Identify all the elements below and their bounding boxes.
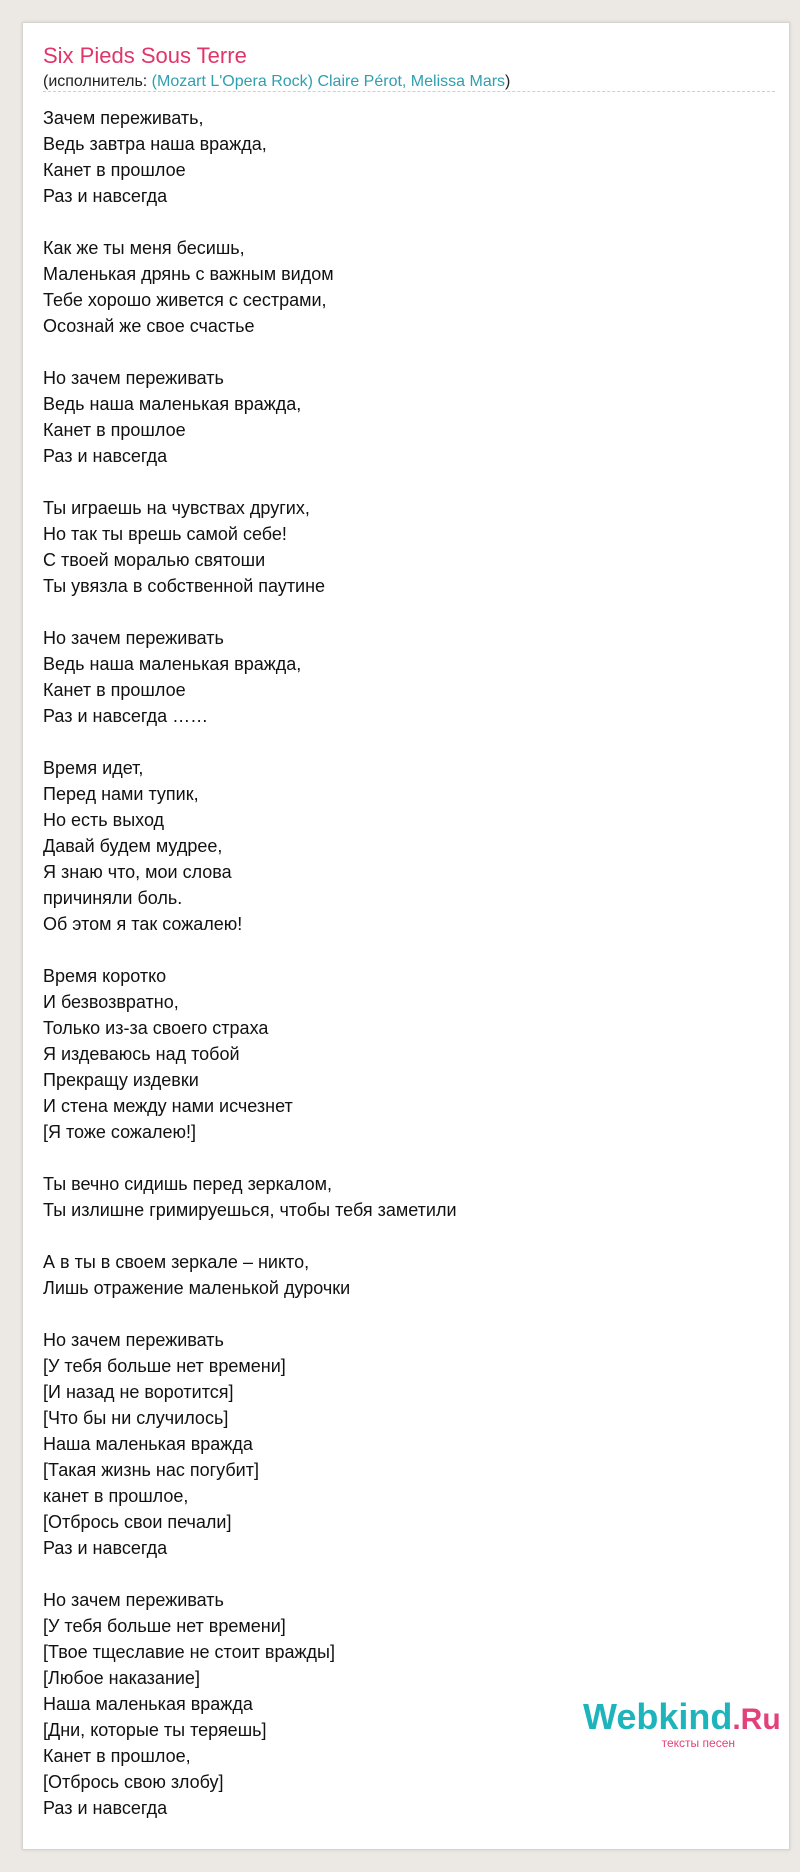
- logo-tagline: тексты песен: [661, 1736, 735, 1750]
- lyric-line: [Такая жизнь нас погубит]: [43, 1460, 259, 1480]
- lyric-line: Ведь наша маленькая вражда,: [43, 654, 302, 674]
- stanza: [43, 1171, 763, 1223]
- lyric-line: Наша маленькая вражда: [43, 1694, 253, 1714]
- lyric-line: [Дни, которые ты теряешь]: [43, 1720, 267, 1740]
- stanza: [43, 235, 763, 339]
- lyric-line: Но есть выход: [43, 810, 165, 830]
- song-title: Six Pieds Sous Terre: [43, 43, 247, 68]
- lyric-line: Канет в прошлое: [43, 420, 186, 440]
- lyric-line: Время идет,: [43, 758, 144, 778]
- lyric-line: Но зачем переживать: [43, 1590, 224, 1610]
- lyric-line: И безвозвратно,: [43, 992, 179, 1012]
- lyric-line: Лишь отражение маленькой дурочки: [43, 1278, 351, 1298]
- byline: [43, 73, 510, 91]
- divider: [43, 91, 775, 92]
- lyric-line: Но зачем переживать: [43, 368, 224, 388]
- lyric-line: Ведь завтра наша вражда,: [43, 134, 267, 154]
- lyrics-card: [22, 22, 790, 1850]
- lyrics-body: [43, 105, 763, 1847]
- logo-brand: Webkind: [583, 1696, 733, 1737]
- lyric-line: [У тебя больше нет времени]: [43, 1356, 286, 1376]
- lyric-line: А в ты в своем зеркале – никто,: [43, 1252, 310, 1272]
- lyric-line: Осознай же свое счастье: [43, 316, 255, 336]
- lyric-line: [Твое тщеславие не стоит вражды]: [43, 1642, 335, 1662]
- lyric-line: Ты вечно сидишь перед зеркалом,: [43, 1174, 333, 1194]
- lyric-line: Ты играешь на чувствах других,: [43, 498, 310, 518]
- lyric-line: [Любое наказание]: [43, 1668, 200, 1688]
- lyric-line: Зачем переживать,: [43, 108, 204, 128]
- lyric-line: Прекращу издевки: [43, 1070, 199, 1090]
- lyric-line: [Что бы ни случилось]: [43, 1408, 229, 1428]
- lyric-line: Маленькая дрянь с важным видом: [43, 264, 334, 284]
- lyric-line: [Я тоже сожалею!]: [43, 1122, 196, 1142]
- lyric-line: Я издеваюсь над тобой: [43, 1044, 240, 1064]
- lyric-line: Раз и навсегда ……: [43, 706, 209, 726]
- stanza: [43, 105, 763, 209]
- lyric-line: [И назад не воротится]: [43, 1382, 234, 1402]
- lyric-line: Раз и навсегда: [43, 1538, 168, 1558]
- lyric-line: Время коротко: [43, 966, 167, 986]
- lyric-line: причиняли боль.: [43, 888, 183, 908]
- lyric-line: [Отбрось свою злобу]: [43, 1772, 224, 1792]
- stanza: [43, 625, 763, 729]
- lyric-line: Ты увязла в собственной паутине: [43, 576, 326, 596]
- stanza: [43, 1327, 763, 1561]
- lyric-line: Как же ты меня бесишь,: [43, 238, 245, 258]
- lyric-line: канет в прошлое,: [43, 1486, 189, 1506]
- byline-prefix: (исполнитель:: [43, 73, 152, 90]
- lyric-line: Раз и навсегда: [43, 186, 168, 206]
- lyric-line: Я знаю что, мои слова: [43, 862, 232, 882]
- lyric-line: Но зачем переживать: [43, 628, 224, 648]
- lyric-line: Канет в прошлое: [43, 680, 186, 700]
- stanza: [43, 963, 763, 1145]
- lyric-line: [Отбрось свои печали]: [43, 1512, 232, 1532]
- lyric-line: Канет в прошлое,: [43, 1746, 191, 1766]
- stanza: [43, 365, 763, 469]
- stanza: [43, 755, 763, 937]
- lyric-line: Давай будем мудрее,: [43, 836, 223, 856]
- stanza: [43, 1249, 763, 1301]
- lyric-line: Об этом я так сожалею!: [43, 914, 243, 934]
- stanza: [43, 495, 763, 599]
- artist-link[interactable]: (Mozart L'Opera Rock) Claire Pérot, Melissa Mars: [151, 73, 506, 90]
- logo-wordmark: [583, 1698, 783, 1739]
- lyric-line: Ты излишне гримируешься, чтобы тебя заметили: [43, 1200, 457, 1220]
- lyric-line: И стена между нами исчезнет: [43, 1096, 293, 1116]
- lyric-line: С твоей моралью святоши: [43, 550, 266, 570]
- lyric-line: Но так ты врешь самой себе!: [43, 524, 287, 544]
- lyric-line: Канет в прошлое: [43, 160, 186, 180]
- lyric-line: Наша маленькая вражда: [43, 1434, 253, 1454]
- site-logo[interactable]: [583, 1698, 783, 1758]
- lyric-line: Раз и навсегда: [43, 446, 168, 466]
- lyric-line: Раз и навсегда: [43, 1798, 168, 1818]
- lyric-line: Только из-за своего страха: [43, 1018, 269, 1038]
- lyric-line: [У тебя больше нет времени]: [43, 1616, 286, 1636]
- logo-tld: .Ru: [732, 1703, 781, 1736]
- lyric-line: Тебе хорошо живется с сестрами,: [43, 290, 327, 310]
- lyric-line: Перед нами тупик,: [43, 784, 199, 804]
- lyric-line: Ведь наша маленькая вражда,: [43, 394, 302, 414]
- lyric-line: Но зачем переживать: [43, 1330, 224, 1350]
- byline-suffix: ): [505, 73, 511, 90]
